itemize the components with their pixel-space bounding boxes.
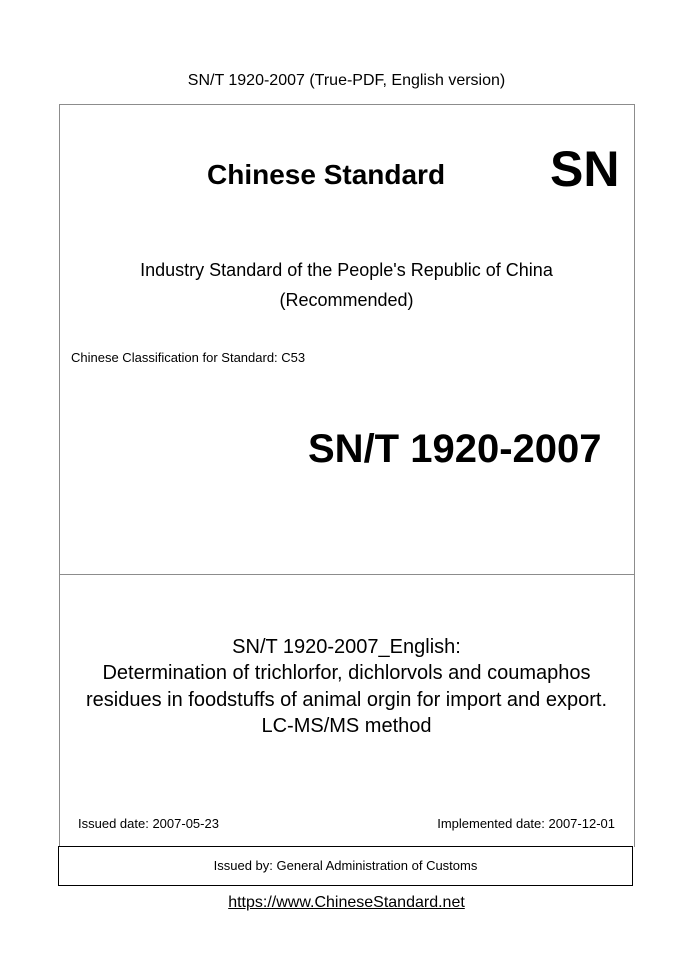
document-title-line-4: LC-MS/MS method <box>261 715 432 737</box>
recommended-label: (Recommended) <box>279 290 414 310</box>
footer <box>0 893 693 913</box>
standard-title: Chinese Standard <box>207 159 446 190</box>
document-title-line-2: Determination of trichlorfor, dichlorvols and coumaphos <box>102 662 591 684</box>
issued-by: Issued by: General Administration of Customs <box>58 846 633 886</box>
website-link[interactable]: https://www.ChineseStandard.net <box>228 894 465 911</box>
implemented-date: Implemented date: 2007-12-01 <box>437 816 615 831</box>
issued-date: Issued date: 2007-05-23 <box>78 816 219 831</box>
document-title-line-3: residues in foodstuffs of animal orgin for import and export. <box>85 689 607 711</box>
standard-code: SN <box>550 141 620 197</box>
classification: Chinese Classification for Standard: C53 <box>71 350 306 365</box>
standard-number: SN/T 1920-2007 <box>308 427 602 471</box>
page-header: SN/T 1920-2007 (True-PDF, English version) <box>187 72 506 89</box>
industry-line: Industry Standard of the People's Republic of China <box>140 260 553 280</box>
document-title-line-1: SN/T 1920-2007_English: <box>232 636 461 658</box>
